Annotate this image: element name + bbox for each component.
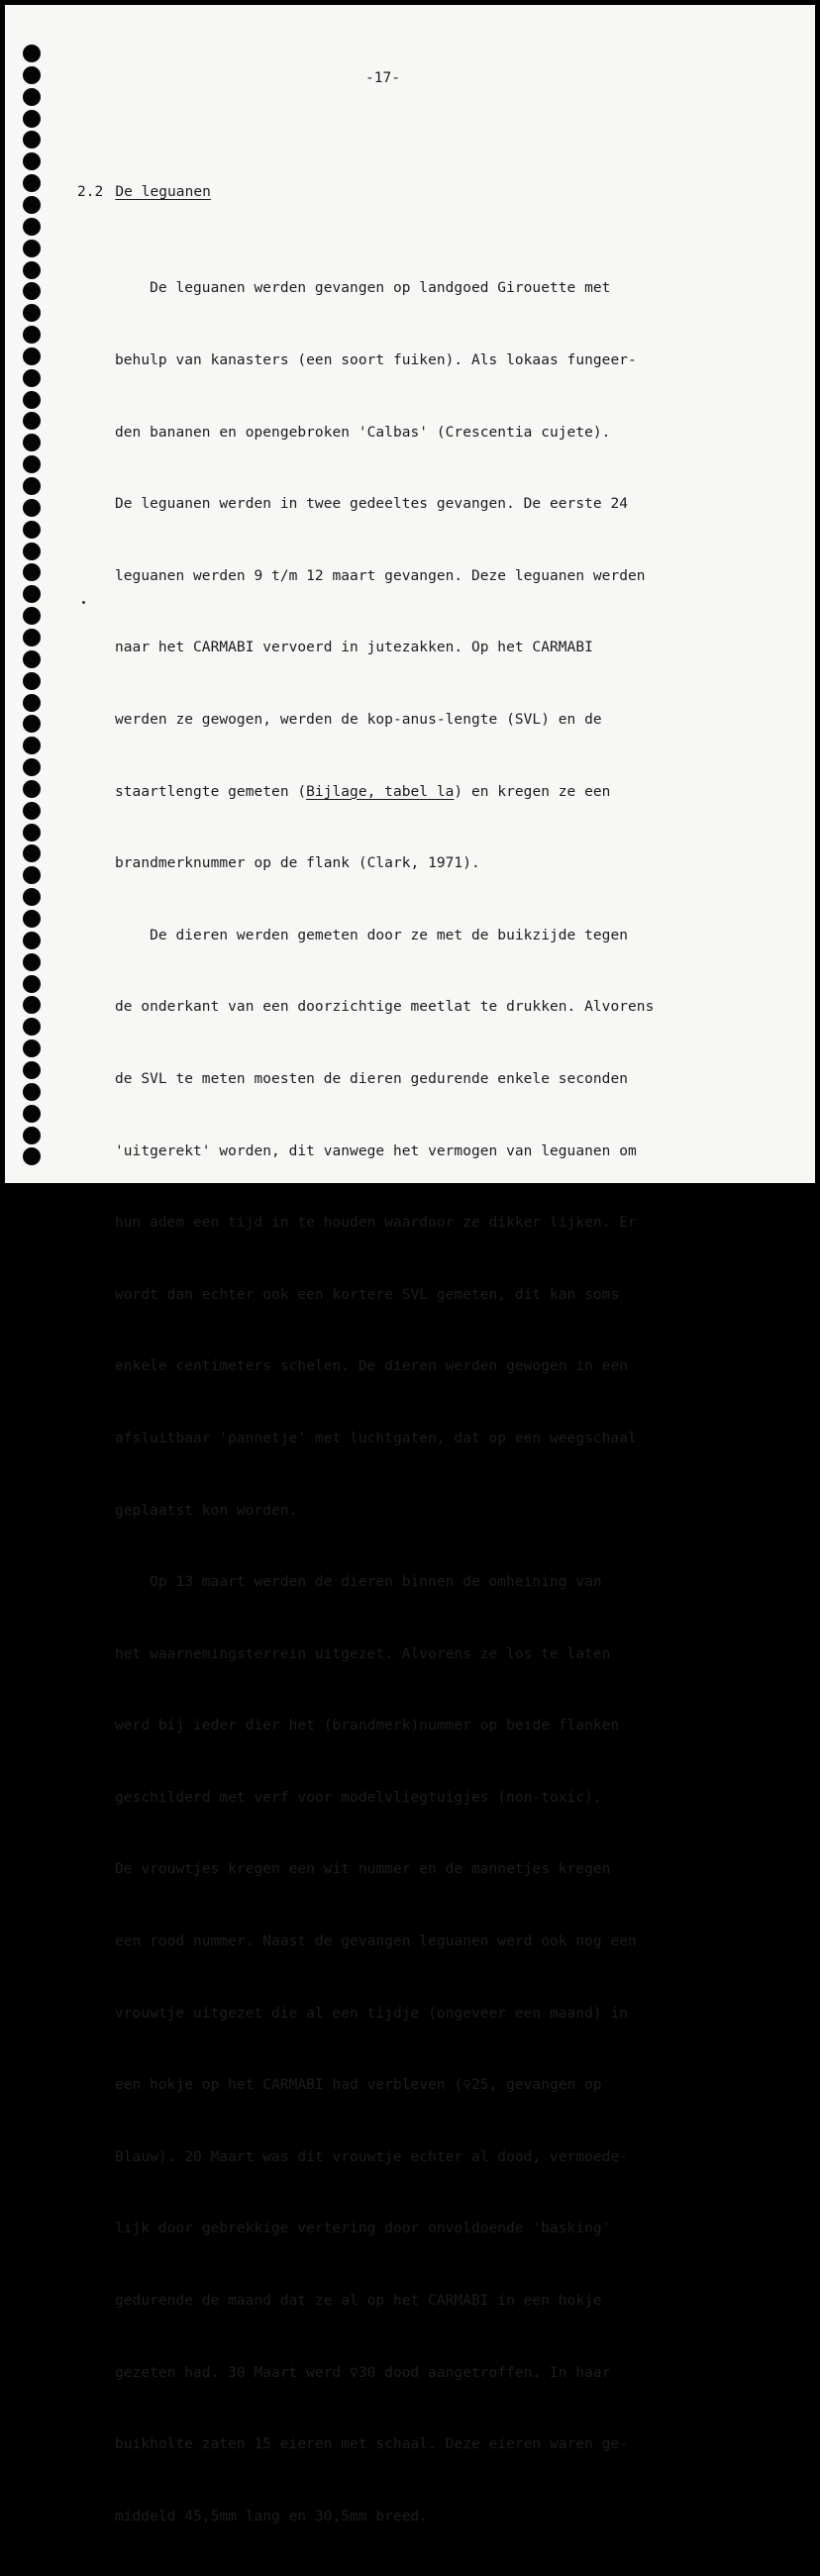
- text-line: een hokje op het CARMABI had verbleven (♀25, gevangen op: [115, 2077, 602, 2094]
- text-line: leguanen werden 9 t/m 12 maart gevangen. Deze leguanen werden: [115, 567, 646, 584]
- text-segment: staartlengte gemeten (: [115, 783, 307, 800]
- binder-hole: [23, 543, 41, 560]
- binder-hole: [23, 1083, 41, 1101]
- binder-hole: [23, 1147, 41, 1165]
- text-line: Op 13 maart werden de dieren binnen de omheining van: [115, 1574, 602, 1591]
- text-line: behulp van kanasters (een soort fuiken). Als lokaas fungeer-: [115, 352, 637, 368]
- section-title: De leguanen: [115, 184, 211, 200]
- text-line: hun adem een tijd in te houden waardoor ze dikker lijken. Er: [115, 1215, 637, 1232]
- text-line: De leguanen werden gevangen op landgoed Girouette met: [115, 280, 611, 297]
- text-segment: ) en kregen ze een: [454, 783, 611, 800]
- text-line: brandmerknummer op de flank (Clark, 1971).: [115, 855, 480, 872]
- binder-hole: [23, 780, 41, 798]
- text-line: De leguanen werden in twee gedeeltes gevangen. De eerste 24: [115, 496, 629, 513]
- text-line-with-reference: [115, 780, 654, 804]
- text-line: middeld 45,5mm lang en 30,5mm breed.: [115, 2508, 429, 2525]
- text-line: Blauw). 20 Maart was dit vrouwtje echter al dood, vermoede-: [115, 2148, 629, 2165]
- binder-hole: [23, 607, 41, 625]
- binder-hole: [23, 585, 41, 603]
- binder-hole: [23, 866, 41, 884]
- binder-hole: [23, 694, 41, 712]
- binder-hole: [23, 1040, 41, 1057]
- binder-hole: [23, 563, 41, 581]
- binder-hole: [23, 888, 41, 906]
- text-line: enkele centimeters schelen. De dieren werden gewogen in een: [115, 1358, 629, 1375]
- binder-hole: [23, 304, 41, 322]
- binder-hole: [23, 1061, 41, 1079]
- binder-hole: [23, 131, 41, 149]
- binder-hole: [23, 910, 41, 928]
- binder-hole: [23, 672, 41, 690]
- binder-hole: [23, 282, 41, 300]
- appendix-reference: Bijlage, tabel la: [306, 783, 455, 800]
- binder-hole: [23, 844, 41, 862]
- binder-hole: [23, 715, 41, 733]
- binder-hole: [23, 1018, 41, 1036]
- text-line: naar het CARMABI vervoerd in jutezakken. Op het CARMABI: [115, 640, 593, 656]
- binder-hole: [23, 174, 41, 192]
- text-line: gezeten had. 30 Maart werd ♀30 dood aangetroffen. In haar: [115, 2364, 611, 2381]
- binder-hole: [23, 196, 41, 214]
- text-line: werd bij ieder dier het (brandmerk)nummer op beide flanken: [115, 1718, 620, 1734]
- binder-hole: [23, 391, 41, 409]
- page-number: -17-: [365, 70, 401, 86]
- binder-hole: [23, 455, 41, 473]
- ink-speck: [82, 601, 85, 604]
- text-line: werden ze gewogen, werden de kop-anus-lengte (SVL) en de: [115, 711, 602, 728]
- binder-hole: [23, 218, 41, 236]
- text-line: De dieren werden gemeten door ze met de buikzijde tegen: [115, 927, 629, 943]
- text-line: gedurende de maand dat ze al op het CARMABI in een hokje: [115, 2293, 602, 2310]
- text-line: het waarnemingsterrein uitgezet. Alvorens ze los te laten: [115, 1645, 611, 1662]
- binder-hole: [23, 1127, 41, 1144]
- binder-hole: [23, 499, 41, 517]
- text-line: den bananen en opengebroken 'Calbas' (Crescentia cujete).: [115, 424, 611, 441]
- section-heading: [77, 184, 211, 200]
- text-line: geplaatst kon worden.: [115, 1502, 298, 1519]
- text-line: de onderkant van een doorzichtige meetlat te drukken. Alvorens: [115, 999, 655, 1016]
- binder-hole: [23, 477, 41, 495]
- binder-hole: [23, 110, 41, 128]
- binder-hole: [23, 996, 41, 1014]
- text-line: lijk door gebrekkige vertering door onvoldoende 'basking': [115, 2221, 611, 2237]
- text-line: 'uitgerekt' worden, dit vanwege het vermogen van leguanen om: [115, 1142, 637, 1159]
- binder-hole: [23, 261, 41, 279]
- text-line: wordt dan echter ook een kortere SVL gemeten, dit kan soms: [115, 1286, 620, 1303]
- binder-hole: [23, 434, 41, 451]
- binder-hole: [23, 953, 41, 971]
- binder-hole: [23, 66, 41, 84]
- binder-hole: [23, 326, 41, 344]
- binder-hole: [23, 650, 41, 668]
- binder-hole: [23, 240, 41, 257]
- binder-hole: [23, 412, 41, 430]
- binder-hole: [23, 521, 41, 539]
- binder-hole: [23, 88, 41, 106]
- body-text: [115, 229, 654, 2576]
- binder-hole: [23, 152, 41, 170]
- binder-hole: [23, 369, 41, 387]
- binder-hole: [23, 347, 41, 365]
- text-line: buikholte zaten 15 eieren met schaal. Deze eieren waren ge-: [115, 2436, 629, 2453]
- binder-hole: [23, 1105, 41, 1123]
- binder-hole: [23, 802, 41, 820]
- binder-hole: [23, 932, 41, 949]
- binder-hole: [23, 975, 41, 993]
- text-line: de SVL te meten moesten de dieren gedurende enkele seconden: [115, 1070, 629, 1087]
- binder-hole: [23, 824, 41, 842]
- binder-hole: [23, 758, 41, 776]
- binder-holes: [23, 45, 45, 1173]
- document-page: [5, 5, 815, 2525]
- text-line: geschilderd met verf voor modelvliegtuigjes (non-toxic).: [115, 1789, 602, 1806]
- binder-hole: [23, 737, 41, 754]
- binder-hole: [23, 45, 41, 62]
- text-line: De vrouwtjes kregen een wit nummer en de mannetjes kregen: [115, 1861, 611, 1878]
- text-line: een rood nummer. Naast de gevangen leguanen werd ook nog een: [115, 1933, 637, 1950]
- binder-hole: [23, 629, 41, 646]
- text-line: vrouwtje uitgezet die al een tijdje (ongeveer een maand) in: [115, 2005, 629, 2022]
- text-line: afsluitbaar 'pannetje' met luchtgaten, dat op een weegschaal: [115, 1430, 637, 1446]
- section-number: 2.2: [77, 184, 104, 200]
